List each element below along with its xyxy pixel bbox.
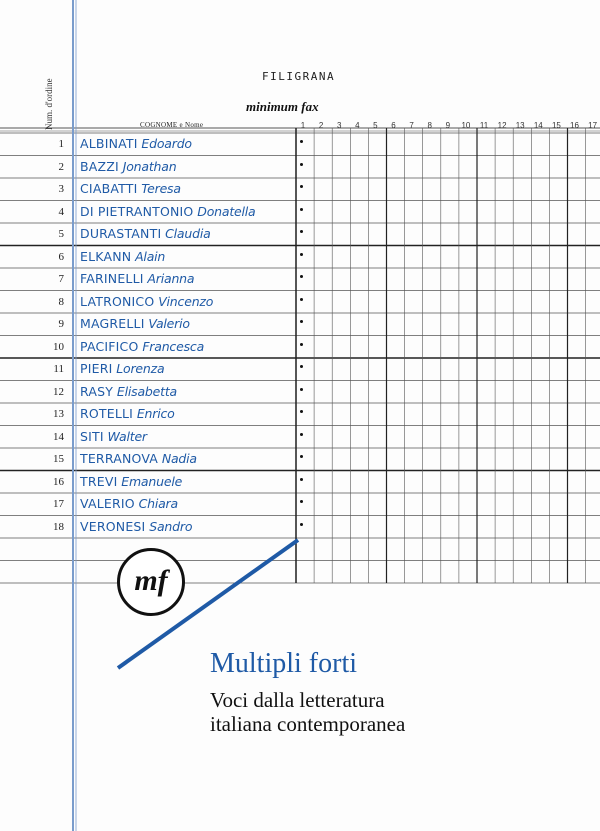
author-first-name: Edoardo [141, 136, 192, 151]
row-number: 15 [53, 453, 64, 465]
author-surname: VERONESI [80, 518, 146, 534]
author-name [80, 406, 175, 421]
attendance-mark [300, 208, 303, 211]
row-number: 18 [53, 520, 64, 533]
row-number: 7 [58, 273, 64, 285]
imprint-label: FILIGRANA [262, 70, 336, 83]
column-number: 1 [300, 121, 306, 130]
column-number: 3 [336, 121, 342, 130]
column-number: 8 [427, 121, 432, 130]
author-first-name: Walter [107, 428, 147, 444]
author-name [80, 519, 192, 534]
attendance-mark [300, 275, 303, 278]
author-first-name: Chiara [138, 496, 178, 511]
author-name [80, 204, 256, 219]
column-number: 14 [533, 121, 543, 130]
author-surname: PIERI [80, 361, 113, 376]
author-surname: DI PIETRANTONIO [80, 203, 194, 219]
author-name [80, 496, 178, 511]
column-number: 4 [355, 121, 360, 130]
attendance-mark [300, 478, 303, 481]
column-number: 9 [445, 121, 451, 130]
row-number: 11 [53, 363, 64, 375]
author-name [80, 136, 192, 151]
author-first-name: Emanuele [121, 473, 183, 489]
author-surname: FARINELLI [80, 271, 144, 286]
author-surname: ELKANN [80, 248, 132, 264]
column-number: 11 [479, 121, 489, 130]
author-first-name: Francesca [142, 338, 205, 354]
subtitle-line-1: Voci dalla letteratura [210, 688, 385, 712]
book-subtitle [210, 688, 570, 736]
attendance-mark [300, 343, 303, 346]
column-number: 12 [497, 121, 507, 130]
publisher-name: minimum fax [246, 99, 319, 114]
row-number: 1 [58, 138, 64, 150]
row-number: 8 [58, 295, 64, 308]
attendance-mark [300, 433, 303, 436]
author-first-name: Teresa [141, 181, 181, 196]
author-name [80, 361, 164, 376]
author-name [80, 249, 165, 264]
attendance-mark [300, 410, 303, 413]
row-number: 12 [53, 385, 64, 398]
author-surname: RASY [80, 383, 114, 399]
attendance-mark [300, 140, 303, 143]
attendance-mark [300, 388, 303, 391]
publisher-logo [117, 548, 185, 616]
author-first-name: Vincenzo [158, 293, 214, 309]
author-name [80, 474, 182, 489]
series-title: Multipli forti [210, 648, 357, 679]
column-number: 15 [551, 121, 561, 130]
author-first-name: Elisabetta [116, 383, 177, 399]
author-surname: ROTELLI [80, 406, 134, 421]
author-first-name: Enrico [136, 406, 175, 421]
author-first-name: Nadia [161, 451, 197, 466]
column-number: 13 [515, 121, 525, 130]
author-name [80, 271, 194, 286]
attendance-mark [300, 230, 303, 233]
author-first-name: Claudia [165, 226, 211, 241]
author-name [80, 429, 147, 444]
order-number-label: Num. d'ordine [44, 78, 54, 130]
author-surname: BAZZI [80, 158, 119, 174]
author-name [80, 159, 176, 174]
row-number: 16 [53, 475, 64, 488]
row-number: 5 [58, 228, 64, 240]
author-surname: CIABATTI [80, 181, 138, 196]
author-surname: MAGRELLI [80, 316, 145, 331]
author-name [80, 316, 190, 331]
row-number: 4 [58, 205, 64, 218]
author-first-name: Arianna [147, 271, 195, 286]
author-name [80, 384, 177, 399]
author-surname: PACIFICO [80, 338, 139, 354]
row-number: 3 [58, 183, 64, 195]
attendance-mark [300, 523, 303, 526]
attendance-mark [300, 163, 303, 166]
author-name [80, 294, 213, 309]
author-name [80, 339, 204, 354]
row-number: 6 [58, 250, 64, 263]
author-first-name: Valerio [148, 316, 190, 331]
author-first-name: Jonathan [122, 158, 177, 174]
row-number: 17 [53, 498, 64, 510]
column-number: 16 [570, 121, 579, 130]
author-surname: LATRONICO [80, 293, 155, 309]
column-number: 17 [588, 121, 598, 130]
column-header-name: COGNOME e Nome [140, 121, 204, 129]
author-name [80, 181, 181, 196]
attendance-mark [300, 298, 303, 301]
author-name [80, 451, 197, 466]
attendance-mark [300, 365, 303, 368]
author-first-name: Lorenza [116, 361, 165, 376]
row-number: 10 [53, 340, 64, 353]
attendance-mark [300, 500, 303, 503]
author-surname: TERRANOVA [80, 451, 159, 466]
author-surname: ALBINATI [80, 136, 138, 151]
author-first-name: Donatella [197, 203, 256, 219]
attendance-mark [300, 253, 303, 256]
author-surname: VALERIO [80, 496, 135, 511]
row-number: 2 [58, 160, 64, 173]
row-number: 13 [53, 408, 64, 420]
author-first-name: Sandro [149, 518, 193, 534]
attendance-mark [300, 320, 303, 323]
attendance-mark [300, 455, 303, 458]
column-number: 2 [318, 121, 324, 130]
column-number: 5 [373, 121, 378, 130]
subtitle-line-2: italiana contemporanea [210, 712, 406, 736]
author-surname: TREVI [80, 473, 118, 489]
author-surname: DURASTANTI [80, 226, 162, 241]
attendance-mark [300, 185, 303, 188]
author-surname: SITI [80, 428, 104, 444]
author-name [80, 226, 211, 241]
row-number: 9 [58, 318, 64, 330]
logo-mark: mf [134, 564, 168, 597]
author-first-name: Alain [135, 248, 166, 264]
column-number: 7 [409, 121, 414, 130]
row-number: 14 [53, 430, 64, 443]
column-number: 10 [461, 121, 471, 130]
column-number: 6 [391, 121, 396, 130]
